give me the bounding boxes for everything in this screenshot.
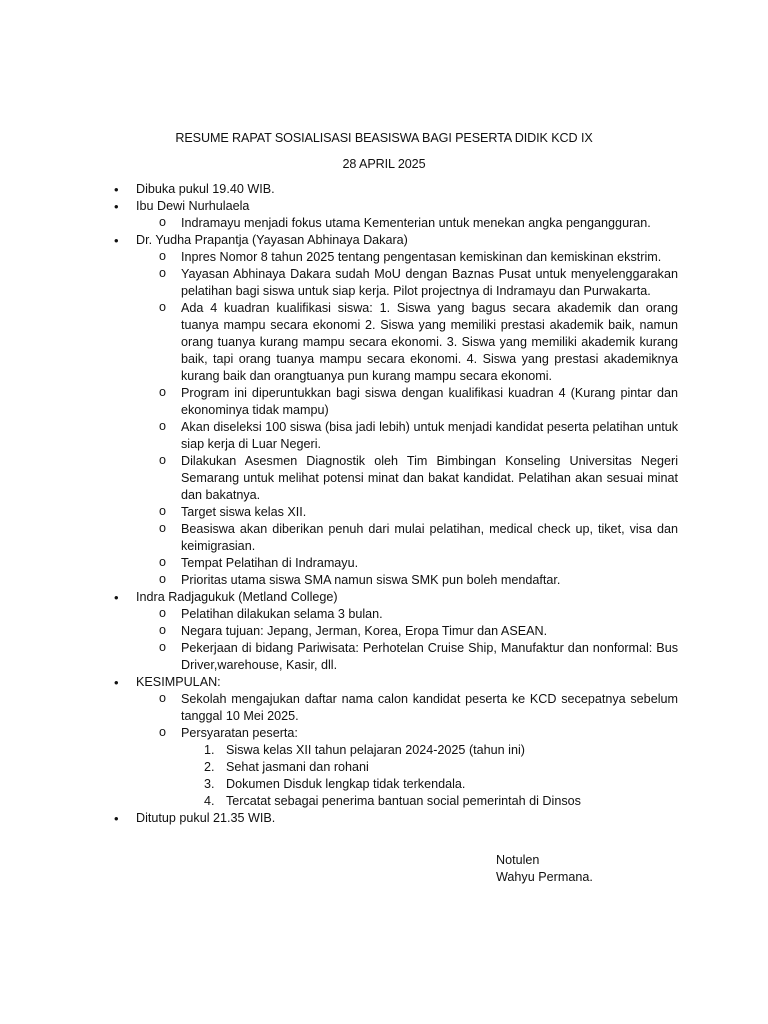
bullet-speaker-yudha — [114, 232, 678, 589]
sub-item: o Sekolah mengajukan daftar nama calon kandidat peserta ke KCD secepatnya sebelum tanggal 10 Mei 2025. — [159, 691, 678, 725]
sub-item: o Akan diseleksi 100 siswa (bisa jadi lebih) untuk menjadi kandidat peserta pelatihan untuk siap kerja di Luar Negeri. — [159, 419, 678, 453]
bullet-closing — [114, 810, 678, 827]
sub-item: o Pekerjaan di bidang Pariwisata: Perhotelan Cruise Ship, Manufaktur dan nonformal: Bus Driver,warehouse, Kasir, dll. — [159, 640, 678, 674]
main-bullet-list — [114, 181, 678, 827]
requirement-item — [204, 776, 678, 793]
sub-item: o Beasiswa akan diberikan penuh dari mulai pelatihan, medical check up, tiket, visa dan keimigrasian. — [159, 521, 678, 555]
sub-item: o Dilakukan Asesmen Diagnostik oleh Tim Bimbingan Konseling Universitas Negeri Semarang untuk melihat potensi minat dan bakat kandidat. Pelatihan akan sesuai minat dan bakatnya. — [159, 453, 678, 504]
requirement-text: Tercatat sebagai penerima bantuan social pemerintah di Dinsos — [226, 794, 581, 808]
requirement-item — [204, 742, 678, 759]
bullet-text: Dr. Yudha Prapantja (Yayasan Abhinaya Dakara) — [136, 233, 408, 247]
requirement-number: 1. — [204, 743, 215, 757]
sub-item: o Yayasan Abhinaya Dakara sudah MoU dengan Baznas Pusat untuk menyelenggarakan pelatihan bagi siswa untuk siap kerja. Pilot projectnya di Indramayu dan Purwakarta. — [159, 266, 678, 300]
meeting-notes — [114, 181, 678, 827]
sub-item-requirements — [159, 725, 678, 810]
sub-item: o Ada 4 kuadran kualifikasi siswa: 1. Siswa yang bagus secara akademik dan orang tuanya mampu secara ekonomi 2. Siswa yang memiliki prestasi akademik baik, namun orang tuanya kurang mampu secara ekonomi. 3. Siswa yang memiliki akademik kurang baik, tapi orang tuanya mampu secara ekonomi. 4. Siswa yang prestasi akademiknya kurang baik dan orangtuanya pun kurang mampu secara ekonomi. — [159, 300, 678, 385]
bullet-conclusion — [114, 674, 678, 810]
bullet-text: KESIMPULAN: — [136, 675, 221, 689]
requirement-text: Dokumen Disduk lengkap tidak terkendala. — [226, 777, 466, 791]
sub-item: o Prioritas utama siswa SMA namun siswa SMK pun boleh mendaftar. — [159, 572, 678, 589]
sub-item: o Target siswa kelas XII. — [159, 504, 678, 521]
bullet-opening — [114, 181, 678, 198]
requirement-text: Siswa kelas XII tahun pelajaran 2024-2025 (tahun ini) — [226, 743, 525, 757]
requirement-text: Sehat jasmani dan rohani — [226, 760, 369, 774]
sub-list — [159, 249, 678, 589]
requirement-number: 4. — [204, 794, 215, 808]
requirements-list — [204, 742, 678, 810]
requirement-item — [204, 759, 678, 776]
document-title: RESUME RAPAT SOSIALISASI BEASISWA BAGI PESERTA DIDIK KCD IX — [175, 131, 593, 145]
signature-name: Wahyu Permana. — [496, 870, 593, 884]
requirement-number: 3. — [204, 777, 215, 791]
bullet-speaker-dewi — [114, 198, 678, 232]
sub-item-text: Persyaratan peserta: — [181, 726, 298, 740]
sub-item: o Pelatihan dilakukan selama 3 bulan. — [159, 606, 678, 623]
sub-item: o Program ini diperuntukkan bagi siswa dengan kualifikasi kuadran 4 (Kurang pintar dan ekonominya tidak mampu) — [159, 385, 678, 419]
document-date: 28 APRIL 2025 — [342, 157, 426, 171]
sub-item: o Negara tujuan: Jepang, Jerman, Korea, Eropa Timur dan ASEAN. — [159, 623, 678, 640]
bullet-speaker-indra — [114, 589, 678, 674]
requirement-number: 2. — [204, 760, 215, 774]
sub-list — [159, 215, 678, 232]
sub-item: o Tempat Pelatihan di Indramayu. — [159, 555, 678, 572]
requirement-item — [204, 793, 678, 810]
bullet-text: Dibuka pukul 19.40 WIB. — [136, 182, 275, 196]
signature-block — [496, 852, 593, 886]
signature-role: Notulen — [496, 853, 540, 867]
sub-item: o Inpres Nomor 8 tahun 2025 tentang pengentasan kemiskinan dan kemiskinan ekstrim. — [159, 249, 678, 266]
sub-list — [159, 691, 678, 810]
sub-item: o Indramayu menjadi fokus utama Kementerian untuk menekan angka pengangguran. — [159, 215, 678, 232]
bullet-text: Ibu Dewi Nurhulaela — [136, 199, 250, 213]
bullet-text: Indra Radjagukuk (Metland College) — [136, 590, 338, 604]
bullet-text: Ditutup pukul 21.35 WIB. — [136, 811, 276, 825]
sub-list — [159, 606, 678, 674]
